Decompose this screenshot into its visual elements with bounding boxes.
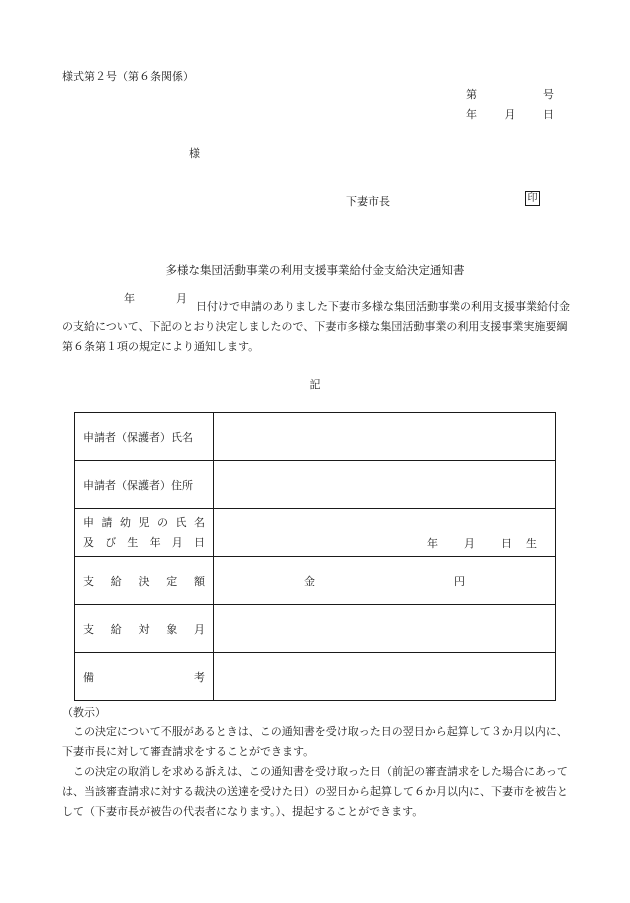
birth-month-label: 月 xyxy=(464,537,475,550)
issuer-name: 下妻市長 xyxy=(346,195,390,208)
child-label-line2 xyxy=(83,533,205,553)
child-name-birth-field[interactable] xyxy=(214,509,556,557)
application-date-blanks xyxy=(62,292,196,310)
label-char: 額 xyxy=(194,574,205,588)
birth-date-labels xyxy=(427,535,537,551)
amount-label xyxy=(75,557,214,605)
remarks-label xyxy=(75,653,214,701)
body-paragraph xyxy=(62,292,577,357)
label-char: 日 xyxy=(193,535,205,549)
seal-mark: 印 xyxy=(525,191,540,206)
birth-day-label: 日 xyxy=(501,537,512,550)
application-month-label: 月 xyxy=(176,292,187,305)
table-row xyxy=(75,461,556,509)
doc-number-prefix: 第 xyxy=(466,88,477,101)
birth-suffix-label: 生 xyxy=(526,537,537,550)
birth-year-label: 年 xyxy=(427,537,438,550)
issue-year-label: 年 xyxy=(466,108,477,121)
label-char: 請 xyxy=(101,515,113,529)
label-char: 決 xyxy=(138,574,150,588)
label-char: 支 xyxy=(83,574,94,588)
label-char: 象 xyxy=(166,622,178,636)
label-char: 月 xyxy=(194,622,205,636)
label-char: 対 xyxy=(138,622,150,636)
table-row xyxy=(75,653,556,701)
label-char: 月 xyxy=(171,535,183,549)
label-char: 幼 xyxy=(120,515,131,529)
table-row xyxy=(75,557,556,605)
body-text: 日付けで申請のありました下妻市多様な集団活動事業の利用支援事業給付金の支給について、下記のとおり決定しましたので、下妻市多様な集団活動事業の利用支援事業実施要綱第６条第１項の規定により通知します。 xyxy=(62,300,570,353)
applicant-name-field[interactable] xyxy=(214,413,556,461)
target-month-label xyxy=(75,605,214,653)
notice-paragraph-2: この決定の取消しを求める訴えは、この通知書を受け取った日（前記の審査請求をした場合にあっては、当該審査請求に対する裁決の送達を受けた日）の翌日から起算して６か月以内に、下妻市を被告として（下妻市長が被告の代表者になります。）、提起することができます。 xyxy=(62,765,568,818)
label-char: 申 xyxy=(83,515,94,529)
document-number-line xyxy=(466,86,554,102)
ki-heading: 記 xyxy=(309,378,321,391)
notice-paragraph-1: この決定について不服があるときは、この通知書を受け取った日の翌日から起算して３か月以内に、下妻市長に対して審査請求をすることができます。 xyxy=(62,725,568,758)
label-char: 児 xyxy=(138,515,150,529)
table-row xyxy=(75,509,556,557)
issue-date-line xyxy=(466,106,554,122)
details-table xyxy=(74,412,556,701)
table-row xyxy=(75,605,556,653)
notice-label: （教示） xyxy=(62,706,106,719)
child-label-line1 xyxy=(83,513,205,533)
label-char: び xyxy=(105,535,117,549)
label-char: 考 xyxy=(194,670,205,684)
label-char: 給 xyxy=(110,574,122,588)
issue-month-label: 月 xyxy=(504,108,516,121)
table-row xyxy=(75,413,556,461)
label-char: 生 xyxy=(127,535,139,549)
amount-field[interactable] xyxy=(214,557,556,605)
applicant-address-field[interactable] xyxy=(214,461,556,509)
label-char: 備 xyxy=(83,670,94,684)
applicant-address-label: 申請者（保護者）住所 xyxy=(75,461,214,509)
label-char: 支 xyxy=(83,622,94,636)
label-char: 定 xyxy=(166,574,178,588)
label-char: 給 xyxy=(110,622,122,636)
child-name-birth-label xyxy=(75,509,214,557)
form-number: 様式第２号（第６条関係） xyxy=(62,70,194,83)
label-char: 及 xyxy=(83,535,94,549)
recipient-honorific: 様 xyxy=(189,147,200,160)
applicant-name-label: 申請者（保護者）氏名 xyxy=(75,413,214,461)
label-char: の xyxy=(157,515,168,529)
doc-number-suffix: 号 xyxy=(543,88,554,101)
amount-suffix: 円 xyxy=(454,575,465,588)
label-char: 年 xyxy=(149,535,161,549)
target-month-field[interactable] xyxy=(214,605,556,653)
document-title: 多様な集団活動事業の利用支援事業給付金支給決定通知書 xyxy=(165,263,465,277)
remarks-field[interactable] xyxy=(214,653,556,701)
application-year-label: 年 xyxy=(124,292,135,305)
label-char: 氏 xyxy=(175,515,187,529)
amount-prefix: 金 xyxy=(304,575,315,588)
label-char: 名 xyxy=(194,515,205,529)
issue-day-label: 日 xyxy=(543,108,554,121)
